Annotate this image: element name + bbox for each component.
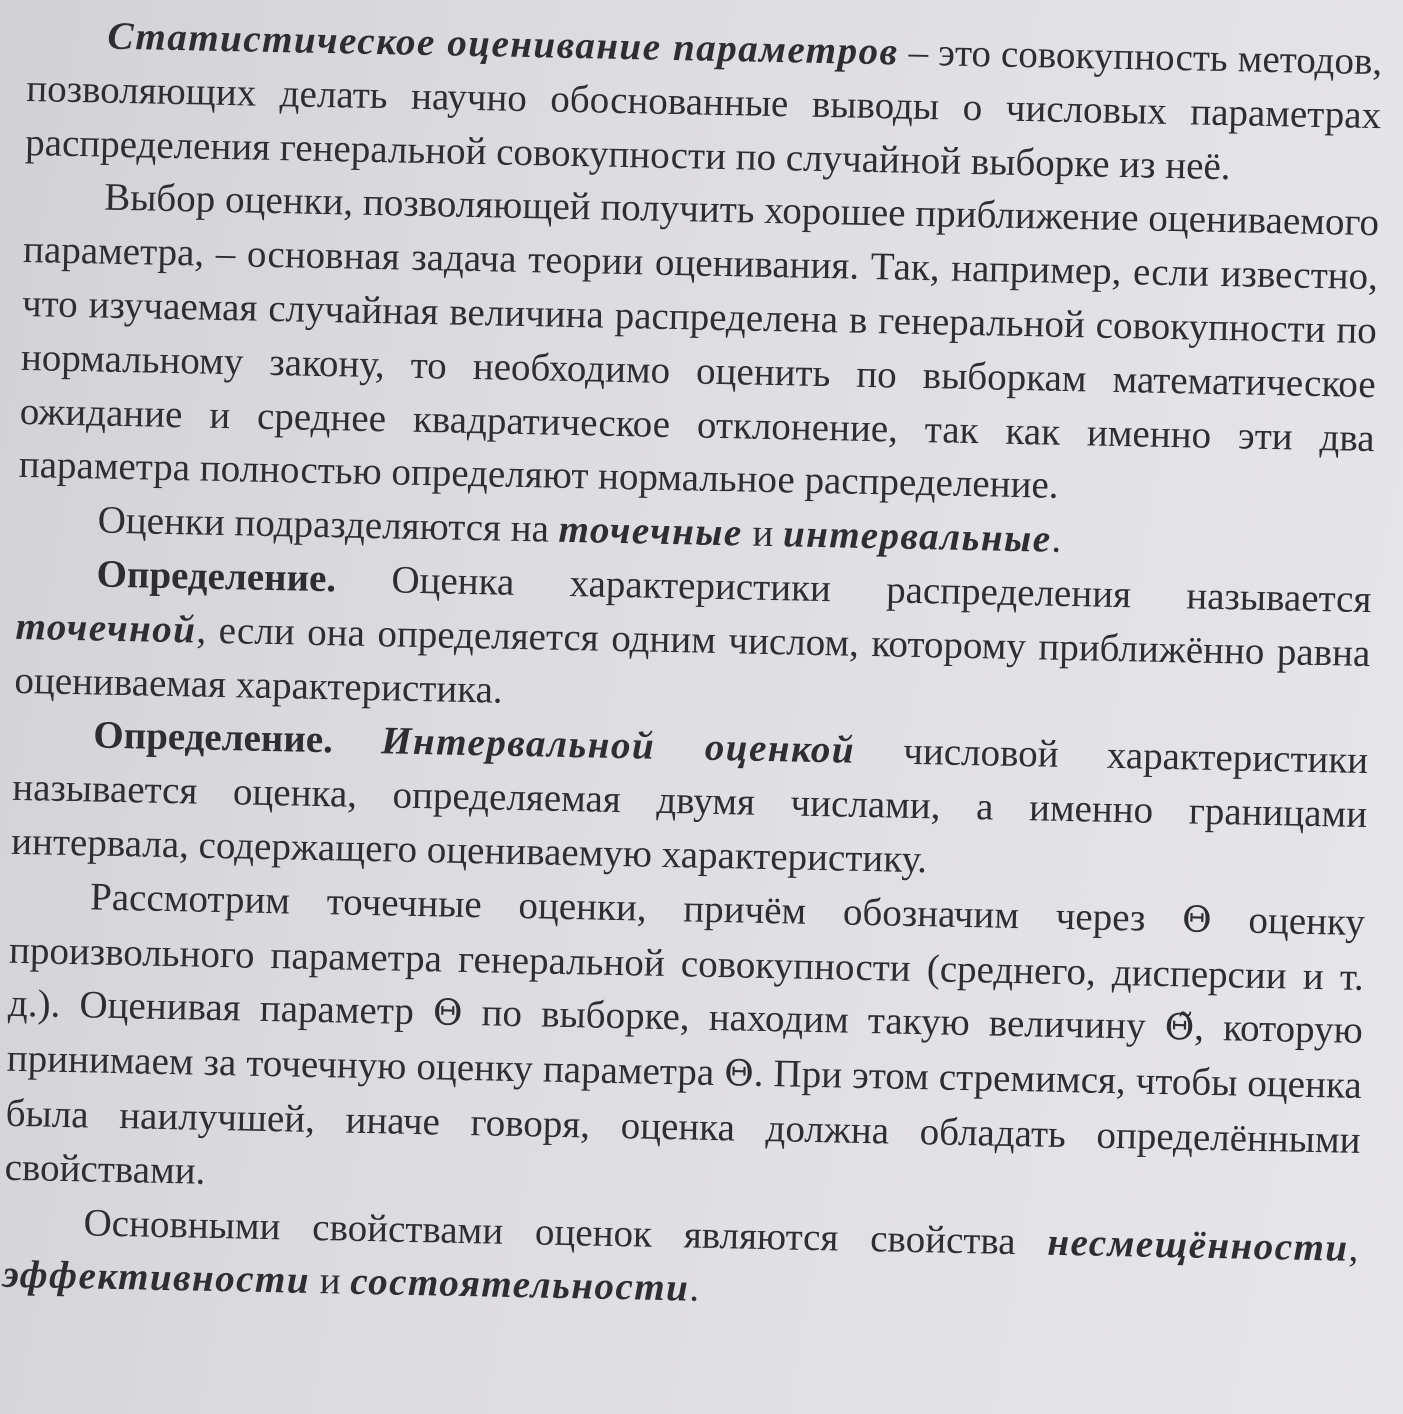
paragraph-text: Оценка характеристики распределения называется: [335, 557, 1372, 622]
definition-label: Определение.: [96, 552, 337, 601]
paragraph-text: числовой характеристики называется оценка, определяемая двумя числами, а именно границами интервала, содержащего оцениваемую характеристику.: [10, 729, 1369, 882]
paragraph-text: Рассмотрим точечные оценки, причём обозначим через: [89, 875, 1183, 941]
paragraph-text: , если она определяется одним числом, которому приближённо равна оцениваемая характеристика.: [14, 608, 1371, 712]
term-point: точечные: [558, 507, 744, 555]
paragraph-text: – это совокупность методов, позволяющих делать научно обоснованные выводы о числовых параметрах распределения генеральной совокупности по случайной выборке из неё.: [24, 30, 1383, 188]
term-efficiency: эффективности: [2, 1253, 311, 1303]
term-point-estimate: точечной: [15, 604, 197, 652]
paragraph-text: и: [309, 1259, 351, 1304]
term-consistency: состоятельности: [349, 1260, 690, 1310]
theta-symbol: Θ: [1181, 899, 1213, 941]
term-interval: интервальные: [782, 512, 1052, 561]
paragraph-definition-interval-estimate: [11, 707, 1369, 896]
paragraph-text: по выборке, находим такую величину: [462, 991, 1166, 1049]
definition-label: Определение.: [92, 713, 334, 762]
paragraph-text: .: [688, 1266, 700, 1311]
paragraph-choice-of-estimate: [18, 169, 1379, 519]
paragraph-text: и: [742, 511, 784, 556]
term-statistical-estimation: Статистическое оценивание параметров: [107, 14, 899, 74]
paragraph-point-estimates: [4, 869, 1365, 1222]
paragraph-text: [332, 719, 381, 763]
paragraph-text: , которую принимаем за точечную оценку параметра: [6, 1005, 1364, 1095]
paragraph-text: Оценки подразделяются на: [97, 498, 560, 551]
term-unbiasedness: несмещённости: [1047, 1220, 1350, 1270]
theta-symbol: Θ: [432, 992, 463, 1035]
paragraph-definition-statistical-estimation: [25, 8, 1383, 197]
paragraph-text: оценку произвольного параметра генеральной совокупности (среднего, дисперсии и т. д.). Оценивая параметр: [7, 897, 1366, 1034]
paragraph-definition-point-estimate: [14, 546, 1372, 735]
paragraph-text: . При этом стремимся, чтобы оценка была наилучшей, иначе говоря, оценка должна обладать определёнными свойствами.: [4, 1051, 1363, 1193]
theta-symbol: Θ: [723, 1053, 755, 1095]
paragraph-text: Выбор оценки, позволяющей получить хорошее приближение оцениваемого параметра, – основная задача теории оценивания. Так, например, если известно, что изучаемая случайная величина распределена в генеральной совокупности по нормальному закону, то необходимо оценить по выборкам математическое ожидание и среднее квадратическое отклонение, так как именно эти два параметра полностью определяют нормальное распределение.: [18, 175, 1380, 508]
document-body: [2, 8, 1383, 1329]
theta-tilde-symbol: Θ̃: [1164, 1007, 1195, 1049]
term-interval-estimate: Интервальной оценкой: [380, 719, 856, 773]
paragraph-text: Основными свойствами оценок являются свойства: [83, 1200, 1048, 1264]
paragraph-text: .: [1051, 517, 1062, 562]
paragraph-text: ,: [1348, 1226, 1359, 1270]
